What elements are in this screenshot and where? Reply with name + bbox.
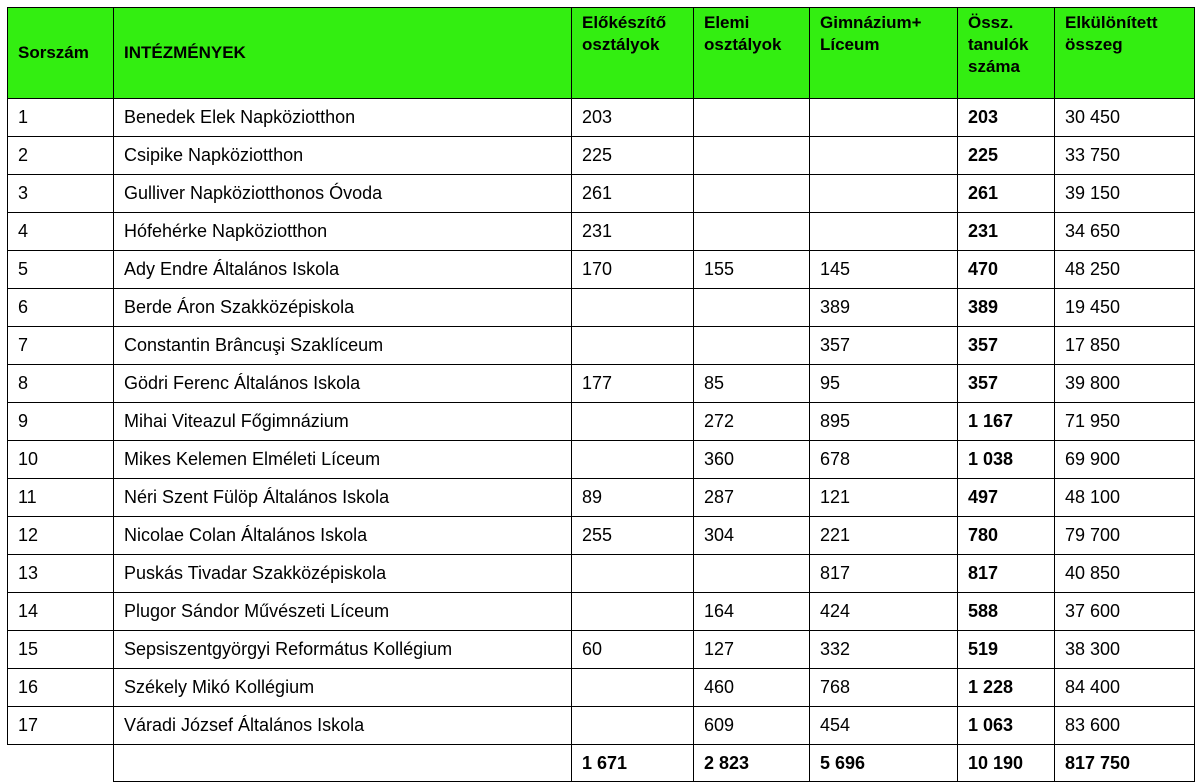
cell-allocated-amount: 69 900 [1055,441,1195,479]
table-row [8,555,1195,593]
cell-elementary [694,99,810,137]
cell-preparatory [572,707,694,745]
cell-total-students: 357 [958,365,1055,403]
table-row [8,669,1195,707]
cell-serial-number: 15 [8,631,114,669]
cell-gymnasium-lyceum [810,213,958,251]
cell-total-students: 470 [958,251,1055,289]
cell-serial-number: 4 [8,213,114,251]
cell-institution-name: Puskás Tivadar Szakközépiskola [114,555,572,593]
institutions-table [7,7,1195,782]
header-row [8,8,1195,99]
cell-elementary: 287 [694,479,810,517]
cell-preparatory: 170 [572,251,694,289]
cell-allocated-amount: 40 850 [1055,555,1195,593]
total-gymnasium-lyceum: 5 696 [810,745,958,782]
cell-gymnasium-lyceum: 768 [810,669,958,707]
cell-elementary: 360 [694,441,810,479]
cell-serial-number: 9 [8,403,114,441]
cell-total-students: 357 [958,327,1055,365]
header-allocated-amount: Elkülönített összeg [1055,8,1195,99]
table-row [8,175,1195,213]
cell-elementary: 609 [694,707,810,745]
cell-elementary [694,213,810,251]
cell-preparatory: 60 [572,631,694,669]
table-row [8,479,1195,517]
cell-allocated-amount: 83 600 [1055,707,1195,745]
cell-serial-number: 11 [8,479,114,517]
cell-gymnasium-lyceum: 145 [810,251,958,289]
cell-total-students: 1 228 [958,669,1055,707]
cell-serial-number: 2 [8,137,114,175]
cell-serial-number: 13 [8,555,114,593]
cell-serial-number: 7 [8,327,114,365]
header-gymnasium-lyceum: Gimnázium+ Líceum [810,8,958,99]
cell-institution-name: Benedek Elek Napköziotthon [114,99,572,137]
cell-elementary [694,289,810,327]
cell-institution-name: Sepsiszentgyörgyi Református Kollégium [114,631,572,669]
cell-institution-name: Mikes Kelemen Elméleti Líceum [114,441,572,479]
total-elementary: 2 823 [694,745,810,782]
table-row [8,365,1195,403]
cell-serial-number: 3 [8,175,114,213]
cell-allocated-amount: 34 650 [1055,213,1195,251]
cell-institution-name: Berde Áron Szakközépiskola [114,289,572,327]
cell-preparatory [572,327,694,365]
cell-elementary: 127 [694,631,810,669]
cell-institution-name: Csipike Napköziotthon [114,137,572,175]
cell-serial-number: 6 [8,289,114,327]
cell-gymnasium-lyceum: 95 [810,365,958,403]
cell-elementary [694,327,810,365]
cell-elementary [694,137,810,175]
cell-total-students: 588 [958,593,1055,631]
table-row [8,99,1195,137]
cell-serial-number: 8 [8,365,114,403]
cell-institution-name: Plugor Sándor Művészeti Líceum [114,593,572,631]
cell-preparatory [572,555,694,593]
table-row [8,251,1195,289]
cell-gymnasium-lyceum: 332 [810,631,958,669]
cell-allocated-amount: 33 750 [1055,137,1195,175]
cell-preparatory: 225 [572,137,694,175]
cell-gymnasium-lyceum [810,175,958,213]
cell-gymnasium-lyceum: 357 [810,327,958,365]
table-body [8,99,1195,745]
cell-total-students: 261 [958,175,1055,213]
cell-total-students: 497 [958,479,1055,517]
cell-gymnasium-lyceum [810,137,958,175]
table-row [8,441,1195,479]
cell-gymnasium-lyceum: 389 [810,289,958,327]
cell-allocated-amount: 84 400 [1055,669,1195,707]
table-row [8,593,1195,631]
totals-label-cell [114,745,572,782]
table-header [8,8,1195,99]
cell-preparatory: 231 [572,213,694,251]
cell-elementary [694,555,810,593]
cell-total-students: 780 [958,517,1055,555]
cell-elementary: 272 [694,403,810,441]
cell-preparatory: 255 [572,517,694,555]
table-row [8,517,1195,555]
table-row [8,327,1195,365]
cell-institution-name: Nicolae Colan Általános Iskola [114,517,572,555]
cell-allocated-amount: 17 850 [1055,327,1195,365]
cell-serial-number: 10 [8,441,114,479]
cell-preparatory: 177 [572,365,694,403]
cell-gymnasium-lyceum: 424 [810,593,958,631]
cell-serial-number: 5 [8,251,114,289]
cell-allocated-amount: 30 450 [1055,99,1195,137]
cell-total-students: 225 [958,137,1055,175]
cell-allocated-amount: 48 250 [1055,251,1195,289]
cell-total-students: 203 [958,99,1055,137]
cell-serial-number: 1 [8,99,114,137]
cell-institution-name: Constantin Brâncuşi Szaklíceum [114,327,572,365]
table-row [8,213,1195,251]
cell-preparatory [572,593,694,631]
totals-row [8,745,1195,782]
cell-gymnasium-lyceum: 817 [810,555,958,593]
cell-institution-name: Gödri Ferenc Általános Iskola [114,365,572,403]
cell-allocated-amount: 19 450 [1055,289,1195,327]
cell-total-students: 231 [958,213,1055,251]
cell-institution-name: Mihai Viteazul Főgimnázium [114,403,572,441]
cell-institution-name: Néri Szent Fülöp Általános Iskola [114,479,572,517]
cell-total-students: 519 [958,631,1055,669]
cell-gymnasium-lyceum: 454 [810,707,958,745]
cell-institution-name: Székely Mikó Kollégium [114,669,572,707]
cell-gymnasium-lyceum: 678 [810,441,958,479]
cell-allocated-amount: 39 150 [1055,175,1195,213]
total-amount: 817 750 [1055,745,1195,782]
cell-serial-number: 16 [8,669,114,707]
cell-gymnasium-lyceum: 895 [810,403,958,441]
cell-gymnasium-lyceum [810,99,958,137]
header-total-students: Össz. tanulók száma [958,8,1055,99]
cell-allocated-amount: 39 800 [1055,365,1195,403]
table-row [8,707,1195,745]
total-preparatory: 1 671 [572,745,694,782]
cell-preparatory: 261 [572,175,694,213]
cell-preparatory [572,669,694,707]
cell-preparatory [572,441,694,479]
cell-total-students: 1 167 [958,403,1055,441]
cell-preparatory: 89 [572,479,694,517]
cell-gymnasium-lyceum: 121 [810,479,958,517]
cell-total-students: 817 [958,555,1055,593]
cell-elementary: 85 [694,365,810,403]
cell-gymnasium-lyceum: 221 [810,517,958,555]
cell-total-students: 389 [958,289,1055,327]
header-serial-number: Sorszám [8,8,114,99]
cell-elementary: 155 [694,251,810,289]
cell-allocated-amount: 71 950 [1055,403,1195,441]
header-elementary-classes: Elemi osztályok [694,8,810,99]
header-preparatory-classes: Előkészítő osztályok [572,8,694,99]
table-row [8,403,1195,441]
cell-total-students: 1 063 [958,707,1055,745]
cell-allocated-amount: 48 100 [1055,479,1195,517]
header-institutions: INTÉZMÉNYEK [114,8,572,99]
cell-allocated-amount: 38 300 [1055,631,1195,669]
cell-total-students: 1 038 [958,441,1055,479]
cell-preparatory: 203 [572,99,694,137]
cell-allocated-amount: 37 600 [1055,593,1195,631]
totals-spacer [8,745,114,782]
table-row [8,137,1195,175]
cell-serial-number: 17 [8,707,114,745]
table-footer [8,745,1195,782]
cell-institution-name: Hófehérke Napköziotthon [114,213,572,251]
cell-elementary: 164 [694,593,810,631]
cell-serial-number: 12 [8,517,114,555]
cell-elementary: 304 [694,517,810,555]
cell-institution-name: Ady Endre Általános Iskola [114,251,572,289]
cell-elementary [694,175,810,213]
total-students: 10 190 [958,745,1055,782]
cell-serial-number: 14 [8,593,114,631]
cell-preparatory [572,403,694,441]
cell-elementary: 460 [694,669,810,707]
table-row [8,289,1195,327]
cell-institution-name: Gulliver Napköziotthonos Óvoda [114,175,572,213]
table-row [8,631,1195,669]
cell-allocated-amount: 79 700 [1055,517,1195,555]
cell-institution-name: Váradi József Általános Iskola [114,707,572,745]
cell-preparatory [572,289,694,327]
